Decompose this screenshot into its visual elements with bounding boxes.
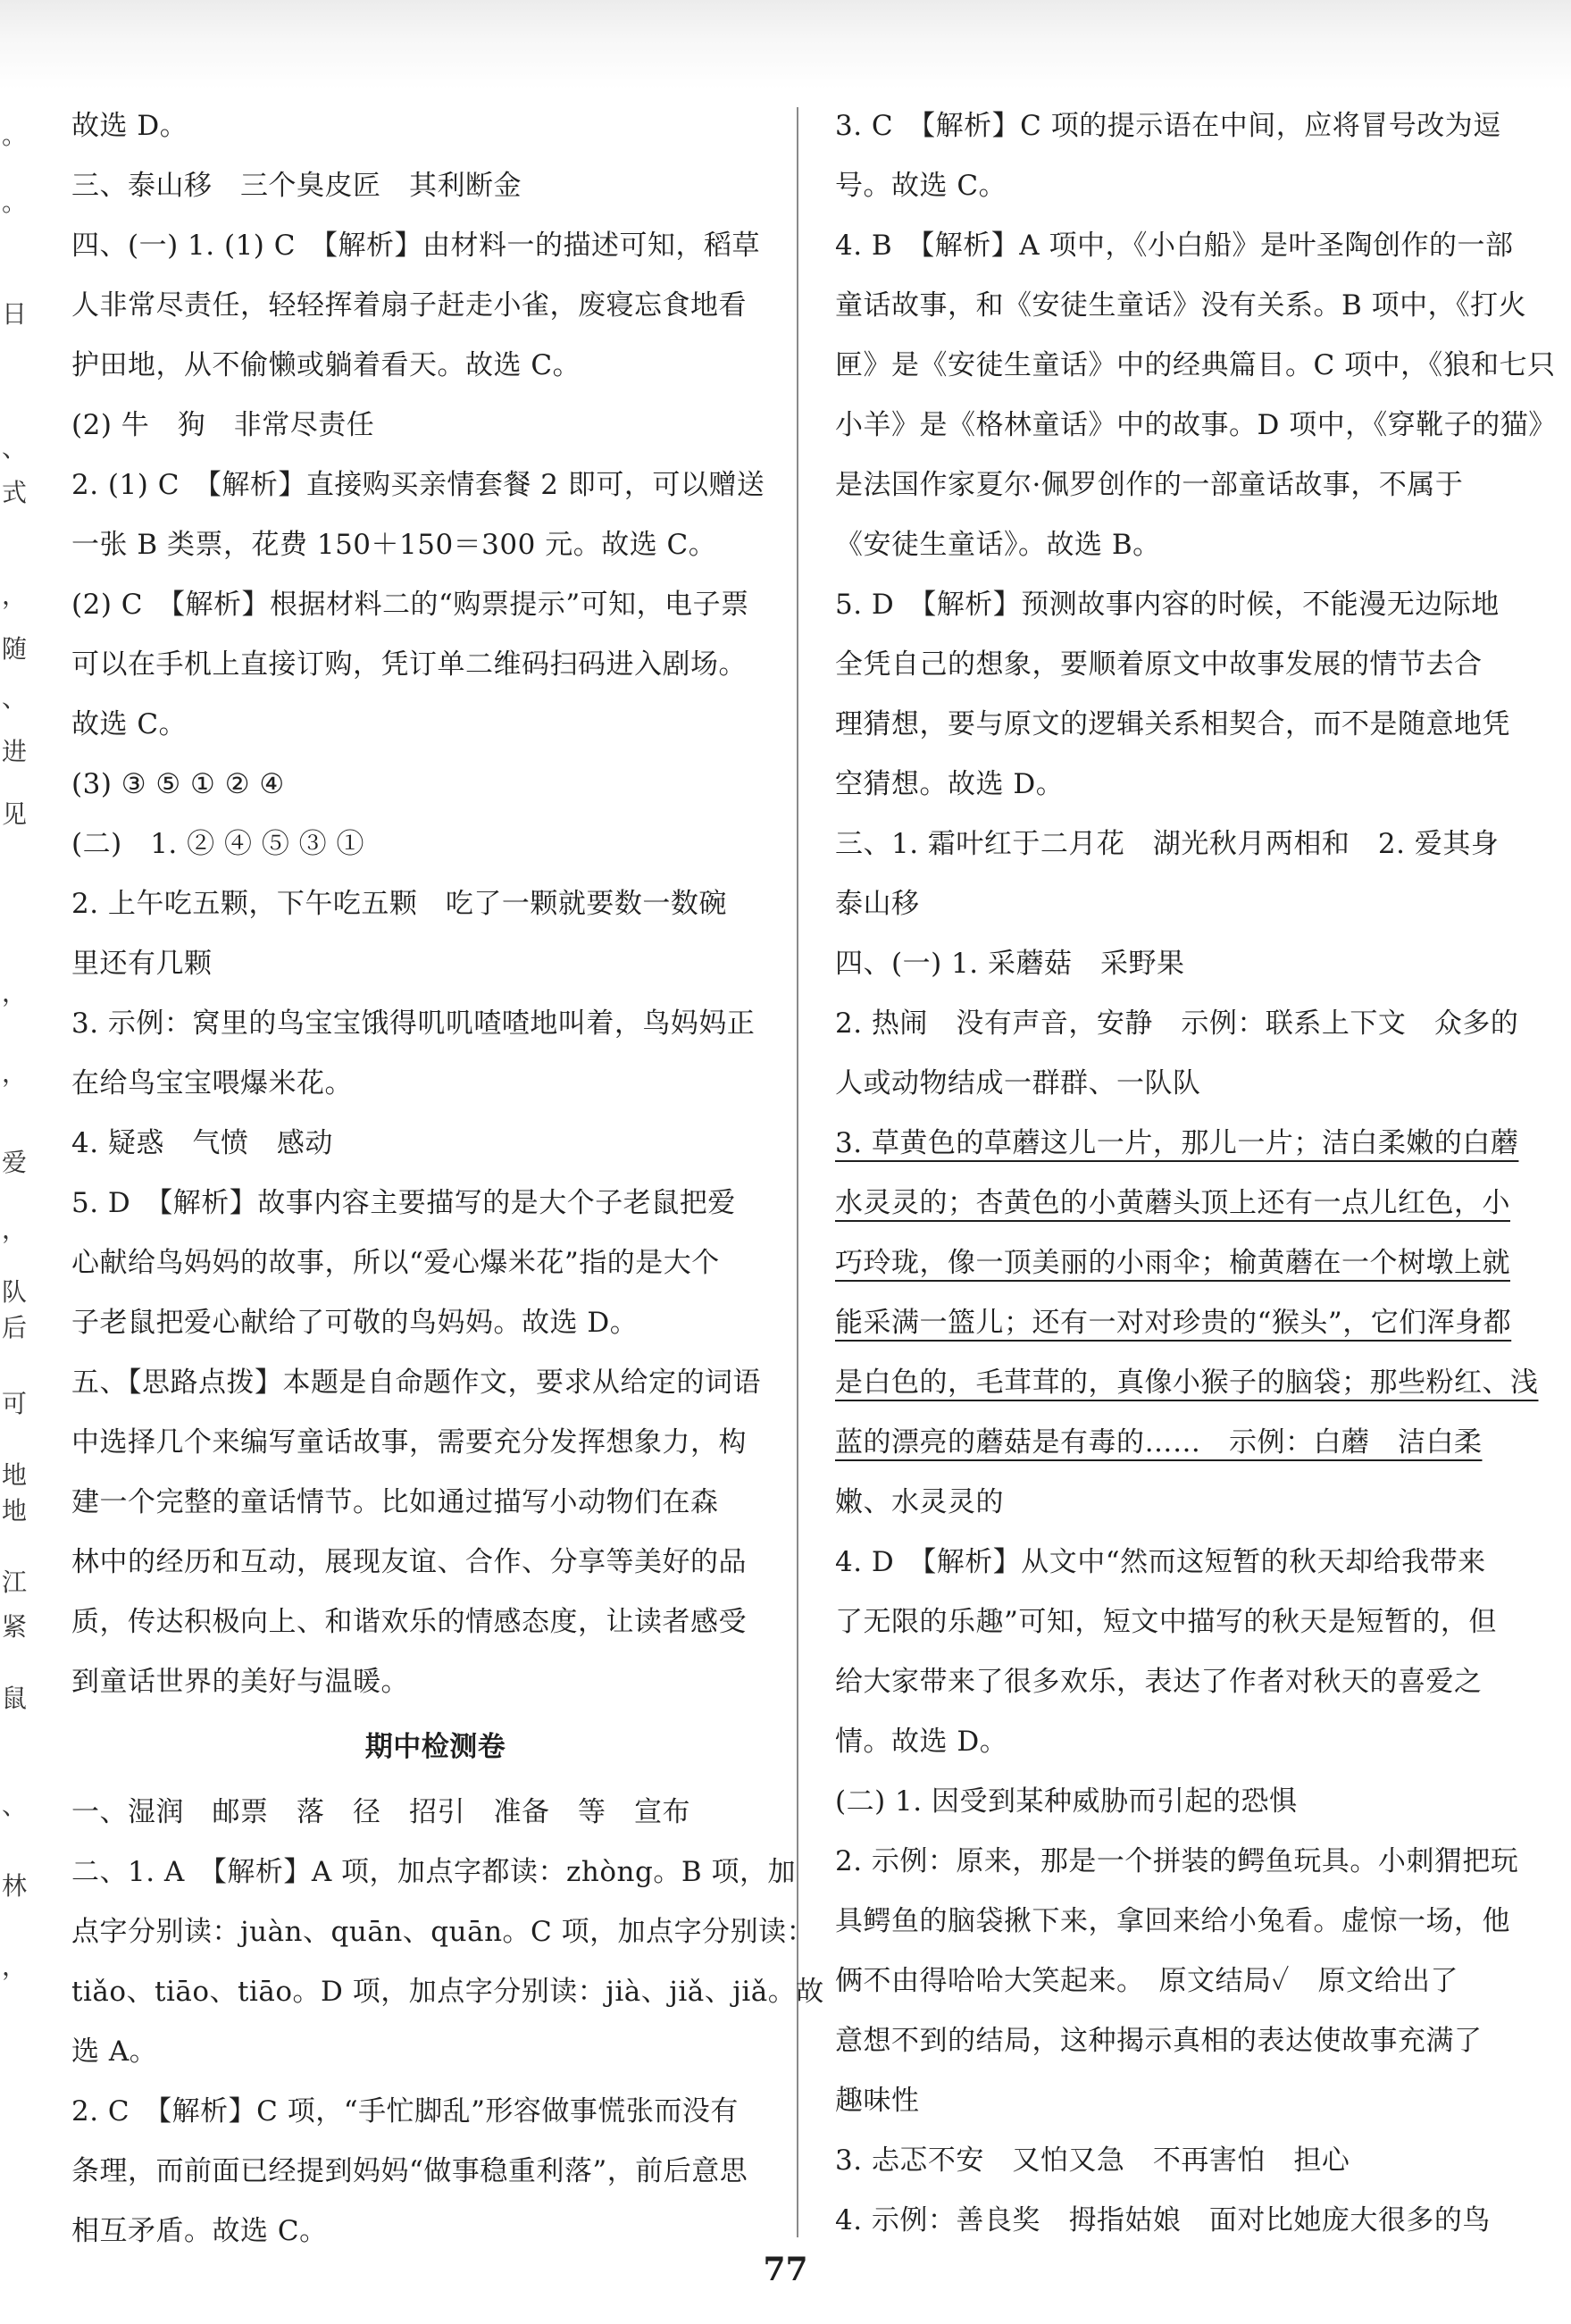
answer-line: 泰山移 [835,888,920,920]
previous-page-edge [0,0,36,2251]
answer-line: 5. D 【解析】预测故事内容的时候，不能漫无边际地 [835,589,1500,621]
edge-glyph: 、 [2,683,28,713]
answer-line: 了无限的乐趣”可知，短文中描写的秋天是短暂的，但 [835,1606,1497,1638]
edge-glyph: 鼠 [2,1684,28,1713]
answer-line: 4. B 【解析】A 项中，《小白船》是叶圣陶创作的一部 [835,230,1514,262]
answer-line: 2. C 【解析】C 项，“手忙脚乱”形容做事慌张而没有 [71,2095,739,2128]
answer-line: 人或动物结成一群群、一队队 [835,1067,1201,1099]
answer-line: 2. 热闹 没有声音，安静 示例：联系上下文 众多的 [835,1007,1519,1040]
answer-line: 3. 草黄色的草蘑这儿一片，那儿一片；洁白柔嫩的白蘑 [835,1127,1519,1159]
answer-line: 三、泰山移 三个臭皮匠 其利断金 [71,170,522,202]
answer-line: 一张 B 类票，花费 150＋150＝300 元。故选 C。 [71,529,717,561]
edge-glyph: 。 [2,121,28,150]
scan-top-shadow [0,0,1571,89]
answer-line: (2) 牛 狗 非常尽责任 [71,409,375,441]
answer-line: 二、1. A 【解析】A 项，加点字都读：zhòng。B 项，加 [71,1856,796,1888]
answer-line: 是法国作家夏尔·佩罗创作的一部童话故事，不属于 [835,469,1464,501]
answer-line: 3. 忐忑不安 又怕又急 不再害怕 担心 [835,2144,1350,2177]
answer-line: 趣味性 [835,2085,920,2117]
answer-line: 小羊》是《格林童话》中的故事。D 项中，《穿靴子的猫》 [835,409,1557,441]
answer-line: 巧玲珑，像一顶美丽的小雨伞；榆黄蘑在一个树墩上就 [835,1247,1510,1279]
answer-line: 人非常尽责任，轻轻挥着扇子赶走小雀，废寝忘食地看 [71,289,747,322]
answer-line: 中选择几个来编写童话故事，需要充分发挥想象力，构 [71,1426,747,1459]
edge-glyph: 式 [2,478,28,507]
answer-line: 四、(一) 1. (1) C 【解析】由材料一的描述可知，稻草 [71,230,760,262]
answer-line: 意想不到的结局，这种揭示真相的表达使故事充满了 [835,2025,1483,2057]
answer-line: 5. D 【解析】故事内容主要描写的是大个子老鼠把爱 [71,1187,736,1219]
section-title: 期中检测卷 [364,1731,506,1763]
answer-line: 具鳄鱼的脑袋揪下来，拿回来给小兔看。虚惊一场，他 [835,1905,1510,1937]
answer-line: 嫩、水灵灵的 [835,1486,1004,1518]
answer-line: 空猜想。故选 D。 [835,768,1065,800]
answer-line: 是白色的，毛茸茸的，真像小猴子的脑袋；那些粉红、浅 [835,1367,1539,1399]
answer-line: 选 A。 [71,2036,158,2068]
answer-line: 建一个完整的童话情节。比如通过描写小动物们在森 [71,1486,719,1518]
answer-line: 给大家带来了很多欢乐，表达了作者对秋天的喜爱之 [835,1666,1483,1698]
answer-line: 故选 D。 [71,110,188,142]
answer-line: 水灵灵的；杏黄色的小黄蘑头顶上还有一点儿红色，小 [835,1187,1510,1219]
edge-glyph: ， [2,1058,28,1088]
answer-line: 2. (1) C 【解析】直接购买亲情套餐 2 即可，可以赠送 [71,469,765,501]
answer-line: 到童话世界的美好与温暖。 [71,1666,409,1698]
edge-glyph: 可 [2,1389,28,1418]
edge-glyph: 。 [2,188,28,217]
answer-line: 质，传达积极向上、和谐欢乐的情感态度，让读者感受 [71,1606,747,1638]
edge-glyph: 后 [2,1313,28,1342]
answer-line: (3) ③ ⑤ ① ② ④ [71,768,285,800]
answer-line: 2. 上午吃五颗，下午吃五颗 吃了一颗就要数一数碗 [71,888,727,920]
edge-glyph: 江 [2,1567,28,1597]
answer-line: 蓝的漂亮的蘑菇是有毒的…… 示例：白蘑 洁白柔 [835,1426,1483,1459]
answer-line: 《安徒生童话》。故选 B。 [835,529,1161,561]
answer-line: 4. D 【解析】从文中“然而这短暂的秋天却给我带来 [835,1546,1486,1578]
answer-line: 4. 示例：善良奖 拇指姑娘 面对比她庞大很多的鸟 [835,2204,1491,2236]
answer-line: 全凭自己的想象，要顺着原文中故事发展的情节去合 [835,648,1483,681]
answer-line: 条理，而前面已经提到妈妈“做事稳重利落”，前后意思 [71,2155,748,2187]
answer-line: 可以在手机上直接订购，凭订单二维码扫码进入剧场。 [71,648,747,681]
edge-glyph: 、 [2,1791,28,1820]
edge-glyph: 地 [2,1460,28,1490]
edge-glyph: 队 [2,1277,28,1307]
answer-line: 三、1. 霜叶红于二月花 湖光秋月两相和 2. 爱其身 [835,828,1500,860]
answer-line: 情。故选 D。 [835,1726,1008,1758]
edge-glyph: 见 [2,799,28,829]
answer-line: 五、【思路点拨】本题是自命题作文，要求从给定的词语 [71,1367,761,1399]
edge-glyph: 爱 [2,1148,28,1177]
answer-line: 3. 示例：窝里的鸟宝宝饿得叽叽喳喳地叫着，鸟妈妈正 [71,1007,756,1040]
answer-line: 故选 C。 [71,708,188,740]
answer-line: 2. 示例：原来，那是一个拼装的鳄鱼玩具。小刺猬把玩 [835,1845,1519,1877]
answer-line: 匣》是《安徒生童话》中的经典篇目。C 项中，《狼和七只 [835,349,1556,381]
answer-line: (二) 1. 因受到某种威胁而引起的恐惧 [835,1785,1298,1818]
edge-glyph: 地 [2,1496,28,1526]
page-number: 77 [763,2251,808,2288]
answer-line: 4. 疑惑 气愤 感动 [71,1127,333,1159]
answer-line: 3. C 【解析】C 项的提示语在中间，应将冒号改为逗 [835,110,1501,142]
answer-line: 点字分别读：juàn、quān、quān。C 项，加点字分别读： [71,1916,815,1948]
edge-glyph: 随 [2,634,28,664]
answer-line: 里还有几颗 [71,948,213,980]
edge-glyph: ， [2,1952,28,1981]
edge-glyph: ， [2,1215,28,1244]
edge-glyph: 紧 [2,1612,28,1642]
answer-line: 心献给鸟妈妈的故事，所以“爱心爆米花”指的是大个 [71,1247,720,1279]
answer-line: 号。故选 C。 [835,170,1007,202]
answer-line: tiǎo、tiāo、tiāo。D 项，加点字分别读：jià、jiǎ、jiǎ。故 [71,1976,824,2008]
answer-line: 能采满一篮儿；还有一对对珍贵的“猴头”，它们浑身都 [835,1307,1512,1339]
edge-glyph: ， [2,978,28,1007]
answer-line: 俩不由得哈哈大笑起来。 原文结局✓ 原文给出了 [835,1965,1458,1997]
edge-glyph: 日 [2,299,28,329]
edge-glyph: ， [2,581,28,610]
answer-line: (2) C 【解析】根据材料二的“购票提示”可知，电子票 [71,589,749,621]
answer-line: 理猜想，要与原文的逻辑关系相契合，而不是随意地凭 [835,708,1510,740]
answer-line: 在给鸟宝宝喂爆米花。 [71,1067,353,1099]
answer-line: (二) 1. ② ④ ⑤ ③ ① [71,828,365,860]
answer-line: 四、(一) 1. 采蘑菇 采野果 [835,948,1185,980]
answer-line: 相互矛盾。故选 C。 [71,2215,328,2247]
answer-column-right [835,96,1557,2251]
edge-glyph: 进 [2,737,28,766]
answer-column-left [71,96,824,2261]
answer-line: 子老鼠把爱心献给了可敬的鸟妈妈。故选 D。 [71,1307,639,1339]
answer-line: 护田地，从不偷懒或躺着看天。故选 C。 [71,349,581,381]
answer-line: 一、湿润 邮票 落 径 招引 准备 等 宣布 [71,1796,690,1828]
answer-line: 童话故事，和《安徒生童话》没有关系。B 项中，《打火 [835,289,1527,322]
edge-glyph: 、 [2,433,28,463]
edge-glyph: 林 [2,1871,28,1901]
answer-line: 林中的经历和互动，展现友谊、合作、分享等美好的品 [71,1546,747,1578]
